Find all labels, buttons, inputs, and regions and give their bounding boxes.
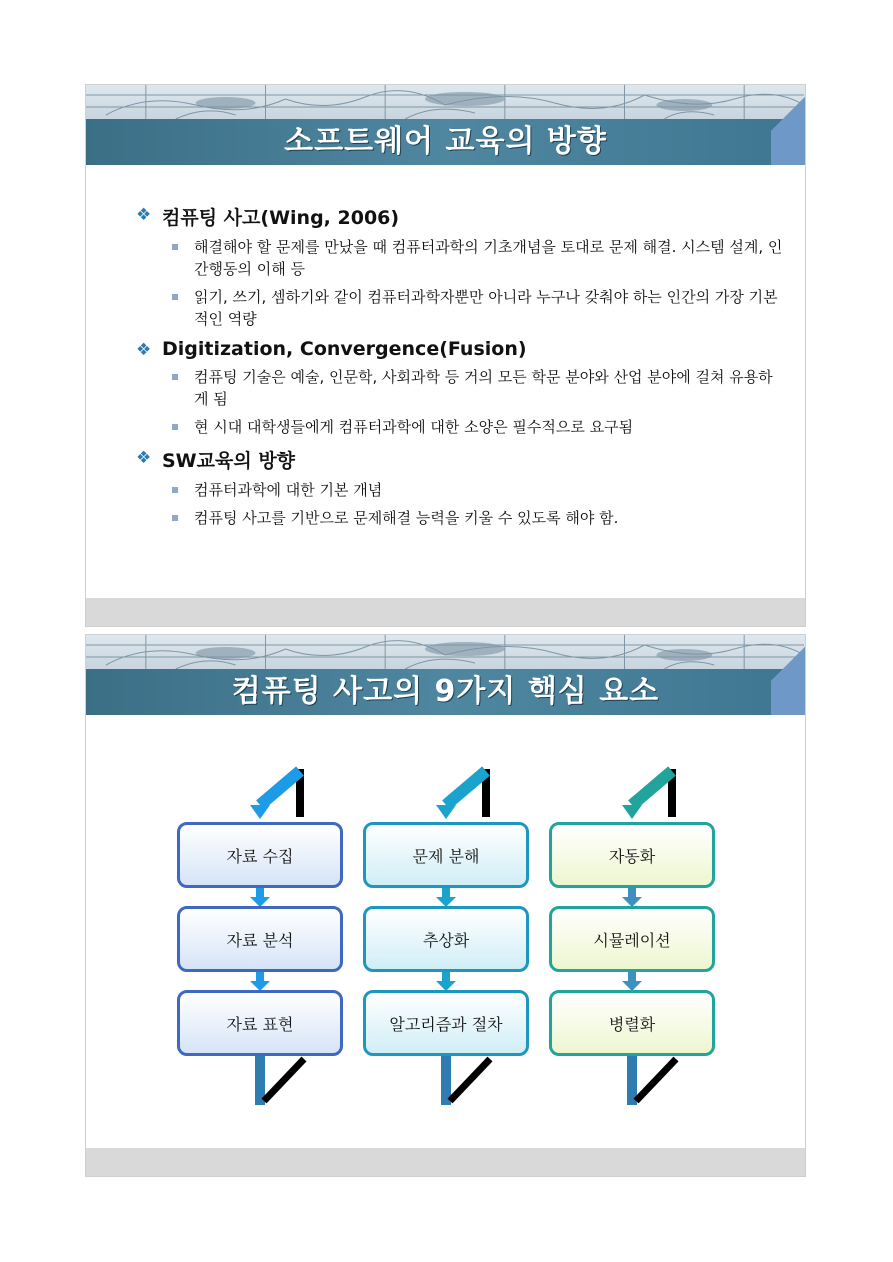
element-box: 자료 수집 xyxy=(177,822,343,888)
element-box: 문제 분해 xyxy=(363,822,529,888)
bullet-item: 현 시대 대학생들에게 컴퓨터과학에 대한 소양은 필수적으로 요구됨 xyxy=(194,416,786,438)
square-bullet-icon xyxy=(172,294,178,300)
bullet-item: 해결해야 할 문제를 만났을 때 컴퓨터과학의 기초개념을 토대로 문제 해결. 시스템 설계, 인간행동의 이해 등 xyxy=(194,236,786,280)
element-box: 시뮬레이션 xyxy=(549,906,715,972)
slide-footer-bar xyxy=(86,598,805,626)
section-heading: ❖ Digitization, Convergence(Fusion) xyxy=(136,338,527,360)
slide-software-education xyxy=(85,84,806,627)
title-banner xyxy=(86,635,805,715)
slide-footer-bar xyxy=(86,1148,805,1176)
bullet-item: 컴퓨터과학에 대한 기본 개념 xyxy=(194,479,786,501)
bullet-item: 컴퓨팅 기술은 예술, 인문학, 사회과학 등 거의 모든 학문 분야와 산업 분야에 걸쳐 유용하게 됨 xyxy=(194,366,786,410)
diamond-bullet-icon: ❖ xyxy=(136,448,152,468)
element-box: 병렬화 xyxy=(549,990,715,1056)
element-box: 추상화 xyxy=(363,906,529,972)
title-banner xyxy=(86,85,805,165)
square-bullet-icon xyxy=(172,374,178,380)
diamond-bullet-icon: ❖ xyxy=(136,340,152,360)
bullet-content xyxy=(136,203,786,537)
section-computational-thinking xyxy=(136,203,786,330)
element-box: 자동화 xyxy=(549,822,715,888)
slide-title: 소프트웨어 교육의 방향 xyxy=(284,124,607,159)
element-box: 알고리즘과 절차 xyxy=(363,990,529,1056)
square-bullet-icon xyxy=(172,515,178,521)
section-sw-education xyxy=(136,446,786,529)
slide-title: 컴퓨팅 사고의 9가지 핵심 요소 xyxy=(231,674,660,709)
bullet-item: 컴퓨팅 사고를 기반으로 문제해결 능력을 키울 수 있도록 해야 함. xyxy=(194,507,786,529)
section-heading: ❖ SW교육의 방향 xyxy=(136,448,296,472)
element-box: 자료 표현 xyxy=(177,990,343,1056)
bullet-item: 읽기, 쓰기, 셈하기와 같이 컴퓨터과학자뿐만 아니라 누구나 갖춰야 하는 인간의 가장 기본적인 역량 xyxy=(194,286,786,330)
section-digitization xyxy=(136,338,786,438)
nine-elements-diagram xyxy=(86,725,806,1145)
square-bullet-icon xyxy=(172,244,178,250)
element-box: 자료 분석 xyxy=(177,906,343,972)
square-bullet-icon xyxy=(172,487,178,493)
square-bullet-icon xyxy=(172,424,178,430)
slide-computational-thinking-elements xyxy=(85,634,806,1177)
diamond-bullet-icon: ❖ xyxy=(136,205,152,225)
section-heading: ❖ 컴퓨팅 사고(Wing, 2006) xyxy=(136,205,400,229)
